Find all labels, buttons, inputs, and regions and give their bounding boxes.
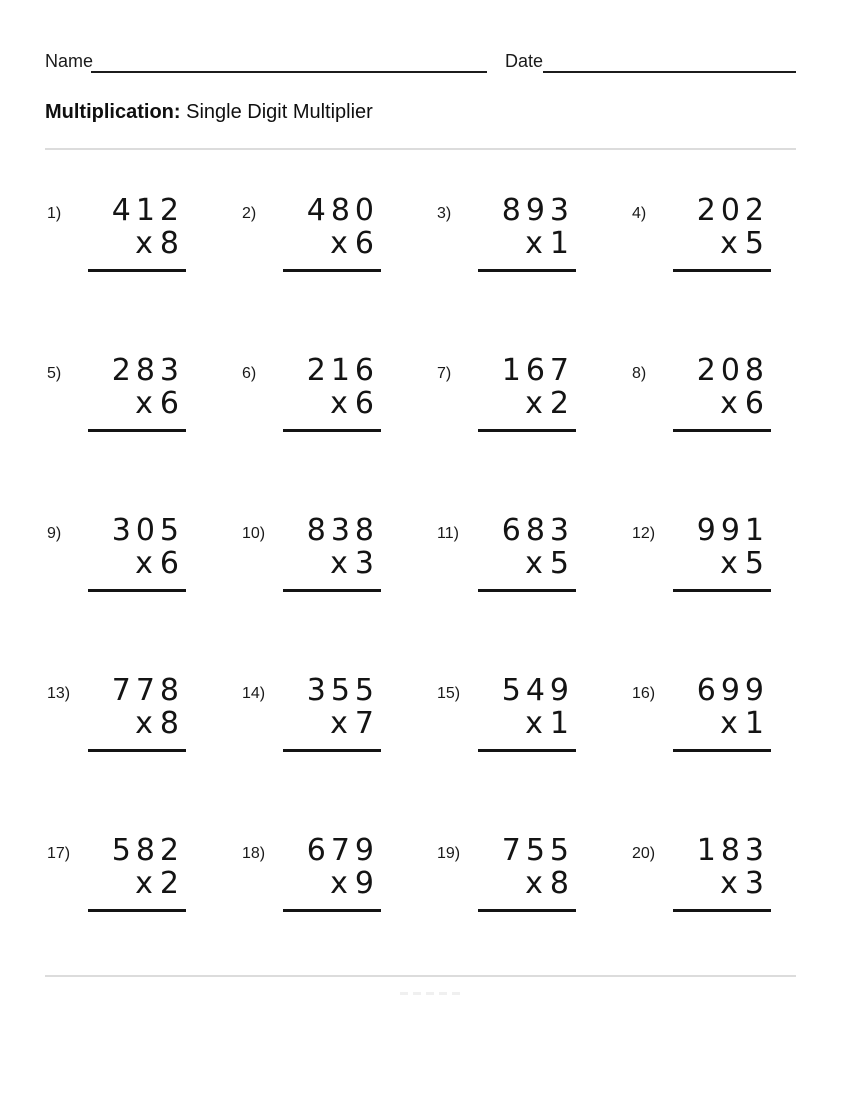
- times-sign: x: [525, 386, 543, 421]
- answer-line: [673, 589, 771, 592]
- problem-work: [478, 514, 576, 592]
- problems-grid: [40, 190, 820, 990]
- problem-number: 5): [47, 365, 62, 382]
- problem-work: [478, 674, 576, 752]
- multiplier-row: [283, 868, 381, 900]
- problem-work: [283, 674, 381, 752]
- problem-number: 13): [47, 685, 71, 702]
- problem-4: [625, 190, 820, 350]
- answer-line: [673, 749, 771, 752]
- date-write-line: [543, 71, 796, 73]
- problem-3: [430, 190, 625, 350]
- problem-1: [40, 190, 235, 350]
- problem-10: [235, 510, 430, 670]
- multiplicand: 283: [111, 353, 184, 388]
- multiplier: 5: [744, 226, 764, 261]
- multiplicand: 683: [501, 513, 574, 548]
- answer-line: [283, 749, 381, 752]
- problem-number: 1): [47, 205, 62, 222]
- multiplicand: 355: [306, 673, 379, 708]
- multiplier-row: [88, 388, 186, 420]
- multiplicand: 893: [501, 193, 574, 228]
- answer-line: [673, 909, 771, 912]
- date-label: Date: [505, 51, 544, 71]
- problem-19: [430, 830, 625, 990]
- multiplier-row: [673, 548, 771, 580]
- times-sign: x: [135, 706, 153, 741]
- multiplicand: 167: [501, 353, 574, 388]
- answer-line: [88, 429, 186, 432]
- multiplier: 2: [159, 866, 179, 901]
- problem-work: [283, 834, 381, 912]
- multiplier-row: [283, 708, 381, 740]
- problem-work: [673, 194, 771, 272]
- multiplier: 7: [354, 706, 374, 741]
- times-sign: x: [720, 386, 738, 421]
- multiplier-row: [478, 708, 576, 740]
- problem-number: 6): [242, 365, 257, 382]
- times-sign: x: [135, 386, 153, 421]
- problem-13: [40, 670, 235, 830]
- problem-work: [478, 834, 576, 912]
- problem-number: 12): [632, 525, 656, 542]
- answer-line: [478, 429, 576, 432]
- problem-number: 3): [437, 205, 452, 222]
- multiplier: 3: [354, 546, 374, 581]
- times-sign: x: [330, 706, 348, 741]
- answer-line: [283, 589, 381, 592]
- problem-work: [673, 354, 771, 432]
- answer-line: [88, 269, 186, 272]
- problem-work: [88, 674, 186, 752]
- multiplicand: 480: [306, 193, 379, 228]
- problem-work: [673, 834, 771, 912]
- answer-line: [88, 589, 186, 592]
- multiplicand: 755: [501, 833, 574, 868]
- problem-2: [235, 190, 430, 350]
- problem-number: 17): [47, 845, 71, 862]
- problem-16: [625, 670, 820, 830]
- problem-12: [625, 510, 820, 670]
- answer-line: [283, 269, 381, 272]
- title-rest: Single Digit Multiplier: [180, 101, 373, 123]
- times-sign: x: [330, 226, 348, 261]
- multiplicand: 183: [696, 833, 769, 868]
- multiplier-row: [88, 868, 186, 900]
- multiplier-row: [673, 868, 771, 900]
- answer-line: [478, 909, 576, 912]
- multiplier: 8: [159, 706, 179, 741]
- answer-line: [673, 269, 771, 272]
- problem-number: 14): [242, 685, 266, 702]
- multiplicand: 412: [111, 193, 184, 228]
- problem-work: [673, 514, 771, 592]
- problem-number: 11): [437, 525, 459, 542]
- multiplicand: 991: [696, 513, 769, 548]
- multiplier-row: [283, 228, 381, 260]
- multiplier: 5: [744, 546, 764, 581]
- times-sign: x: [330, 386, 348, 421]
- page-title: [45, 101, 373, 124]
- problem-11: [430, 510, 625, 670]
- multiplicand: 305: [111, 513, 184, 548]
- problem-14: [235, 670, 430, 830]
- multiplier: 1: [744, 706, 764, 741]
- faint-watermark: [400, 992, 460, 995]
- problem-work: [88, 194, 186, 272]
- multiplier-row: [478, 228, 576, 260]
- answer-line: [88, 909, 186, 912]
- answer-line: [478, 589, 576, 592]
- problem-9: [40, 510, 235, 670]
- times-sign: x: [525, 706, 543, 741]
- problem-20: [625, 830, 820, 990]
- multiplier-row: [478, 868, 576, 900]
- multiplicand: 679: [306, 833, 379, 868]
- problem-15: [430, 670, 625, 830]
- multiplicand: 208: [696, 353, 769, 388]
- problem-5: [40, 350, 235, 510]
- multiplier: 6: [159, 546, 179, 581]
- multiplier-row: [478, 548, 576, 580]
- problem-6: [235, 350, 430, 510]
- multiplier-row: [673, 388, 771, 420]
- problem-number: 18): [242, 845, 266, 862]
- multiplicand: 202: [696, 193, 769, 228]
- times-sign: x: [720, 866, 738, 901]
- answer-line: [478, 269, 576, 272]
- times-sign: x: [135, 226, 153, 261]
- problem-number: 10): [242, 525, 266, 542]
- multiplier-row: [88, 708, 186, 740]
- times-sign: x: [720, 226, 738, 261]
- answer-line: [478, 749, 576, 752]
- problem-number: 16): [632, 685, 656, 702]
- multiplicand: 699: [696, 673, 769, 708]
- multiplier-row: [673, 708, 771, 740]
- multiplier: 6: [159, 386, 179, 421]
- times-sign: x: [720, 546, 738, 581]
- multiplicand: 778: [111, 673, 184, 708]
- multiplier: 1: [549, 226, 569, 261]
- multiplier: 5: [549, 546, 569, 581]
- problem-work: [88, 354, 186, 432]
- problem-8: [625, 350, 820, 510]
- problem-number: 7): [437, 365, 452, 382]
- multiplier: 8: [549, 866, 569, 901]
- problem-number: 9): [47, 525, 62, 542]
- multiplier-row: [673, 228, 771, 260]
- top-divider: [45, 148, 796, 150]
- problem-number: 20): [632, 845, 656, 862]
- problem-work: [88, 514, 186, 592]
- times-sign: x: [135, 546, 153, 581]
- problem-7: [430, 350, 625, 510]
- multiplier: 6: [354, 386, 374, 421]
- multiplier-row: [88, 548, 186, 580]
- multiplier: 1: [549, 706, 569, 741]
- multiplier: 6: [354, 226, 374, 261]
- problem-number: 8): [632, 365, 647, 382]
- problem-number: 19): [437, 845, 461, 862]
- times-sign: x: [525, 866, 543, 901]
- problem-work: [88, 834, 186, 912]
- multiplier: 3: [744, 866, 764, 901]
- multiplier: 6: [744, 386, 764, 421]
- problem-work: [283, 514, 381, 592]
- times-sign: x: [330, 546, 348, 581]
- problem-work: [283, 354, 381, 432]
- times-sign: x: [135, 866, 153, 901]
- problem-work: [283, 194, 381, 272]
- multiplicand: 216: [306, 353, 379, 388]
- multiplier: 2: [549, 386, 569, 421]
- times-sign: x: [330, 866, 348, 901]
- multiplier: 8: [159, 226, 179, 261]
- multiplier-row: [283, 548, 381, 580]
- problem-18: [235, 830, 430, 990]
- multiplier-row: [88, 228, 186, 260]
- name-write-line: [91, 71, 487, 73]
- name-label: Name: [45, 51, 94, 71]
- problem-number: 4): [632, 205, 647, 222]
- problem-work: [478, 194, 576, 272]
- answer-line: [673, 429, 771, 432]
- problem-17: [40, 830, 235, 990]
- multiplier: 9: [354, 866, 374, 901]
- multiplicand: 549: [501, 673, 574, 708]
- times-sign: x: [720, 706, 738, 741]
- times-sign: x: [525, 546, 543, 581]
- multiplicand: 582: [111, 833, 184, 868]
- bottom-divider: [45, 975, 796, 977]
- multiplier-row: [283, 388, 381, 420]
- problem-number: 15): [437, 685, 461, 702]
- title-bold: Multiplication:: [45, 101, 181, 123]
- problem-number: 2): [242, 205, 257, 222]
- answer-line: [88, 749, 186, 752]
- problem-work: [673, 674, 771, 752]
- problem-work: [478, 354, 576, 432]
- times-sign: x: [525, 226, 543, 261]
- multiplicand: 838: [306, 513, 379, 548]
- answer-line: [283, 429, 381, 432]
- multiplier-row: [478, 388, 576, 420]
- answer-line: [283, 909, 381, 912]
